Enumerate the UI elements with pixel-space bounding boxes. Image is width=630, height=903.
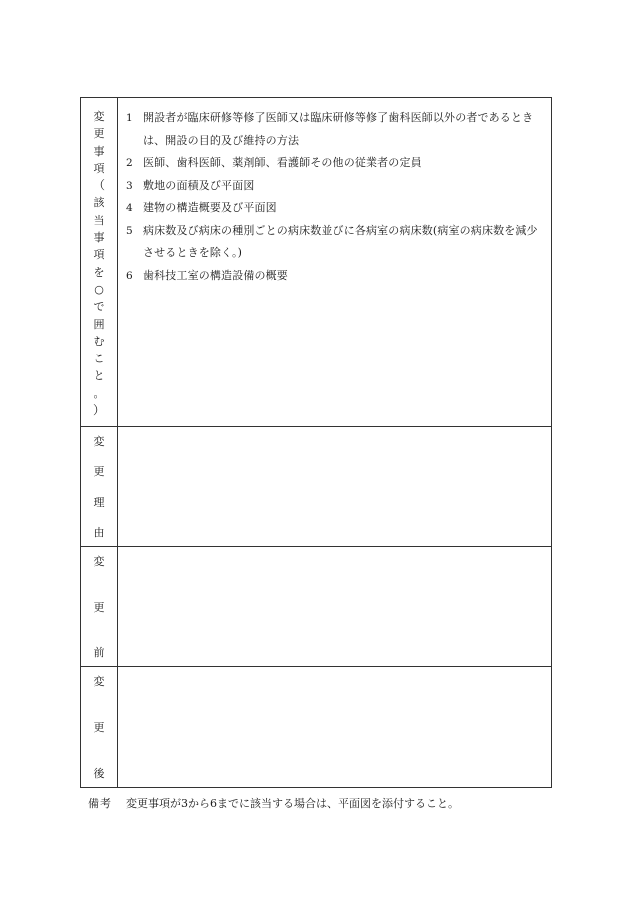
- after-change-label: [81, 667, 118, 787]
- item-text: 開設者が臨床研修等修了医師又は臨床研修等修了歯科医師以外の者であるときは、開設の目的及び維持の方法: [143, 111, 534, 147]
- label-char: ○: [94, 282, 104, 296]
- before-change-label: [81, 547, 118, 666]
- label-char: 項: [93, 161, 105, 175]
- label-char: 更: [93, 465, 105, 479]
- change-items-label: [81, 98, 118, 426]
- label-char: で: [93, 300, 105, 314]
- label-char: 変: [93, 555, 105, 568]
- label-char: 。: [93, 386, 105, 400]
- change-reason-field[interactable]: [118, 427, 551, 546]
- label-char: 当: [93, 213, 105, 227]
- change-item[interactable]: [126, 220, 543, 265]
- remarks-label: 備考: [88, 797, 112, 810]
- after-change-field[interactable]: [118, 667, 551, 787]
- label-char: 由: [93, 525, 105, 539]
- item-text: 歯科技工室の構造設備の概要: [143, 268, 288, 282]
- change-items-content: [118, 98, 551, 426]
- change-item[interactable]: [126, 152, 543, 175]
- label-char: 該: [93, 196, 105, 210]
- label-char: を: [93, 265, 105, 279]
- label-char: 後: [93, 767, 105, 780]
- label-char: 変: [93, 110, 105, 123]
- item-number: 4: [126, 202, 133, 214]
- item-text: 敷地の面積及び平面図: [143, 178, 255, 192]
- change-item[interactable]: [126, 265, 543, 288]
- item-number: 2: [126, 157, 133, 169]
- before-change-row: [81, 546, 551, 666]
- label-char: （: [92, 178, 105, 193]
- change-reason-row: [81, 426, 551, 546]
- change-items-list: [118, 98, 551, 287]
- label-char: む: [93, 334, 105, 348]
- change-notification-form: [80, 97, 552, 788]
- label-char: 項: [93, 248, 105, 262]
- before-change-field[interactable]: [118, 547, 551, 666]
- item-number: 3: [126, 179, 133, 192]
- change-item[interactable]: [126, 197, 543, 220]
- item-number: 1: [126, 112, 133, 124]
- change-reason-label: [81, 427, 118, 546]
- label-char: こ: [93, 352, 105, 366]
- label-char: 変: [93, 675, 105, 688]
- label-char: 変: [93, 435, 105, 448]
- item-number: 5: [126, 224, 133, 237]
- remarks-note: [88, 795, 459, 811]
- label-char: 囲: [93, 317, 105, 331]
- remarks-text: 変更事項が3から6までに該当する場合は、平面図を添付すること。: [126, 797, 459, 810]
- label-char: 事: [93, 144, 105, 158]
- change-items-row: [81, 98, 551, 426]
- item-number: 6: [126, 269, 133, 282]
- item-text: 病床数及び病床の種別ごとの病床数並びに各病室の病床数(病室の病床数を減少させるときを除く。): [143, 223, 538, 259]
- item-text: 建物の構造概要及び平面図: [143, 201, 277, 214]
- label-char: ）: [92, 403, 105, 418]
- label-char: 前: [93, 646, 105, 659]
- label-char: 更: [93, 600, 105, 614]
- label-char: 更: [93, 721, 105, 734]
- after-change-row: [81, 666, 551, 787]
- label-char: 理: [93, 495, 105, 509]
- label-char: と: [93, 369, 105, 383]
- change-item[interactable]: [126, 175, 543, 198]
- label-char: 更: [93, 127, 105, 141]
- label-char: 事: [93, 231, 105, 245]
- item-text: 医師、歯科医師、薬剤師、看護師その他の従業者の定員: [143, 156, 422, 169]
- change-item[interactable]: [126, 107, 543, 152]
